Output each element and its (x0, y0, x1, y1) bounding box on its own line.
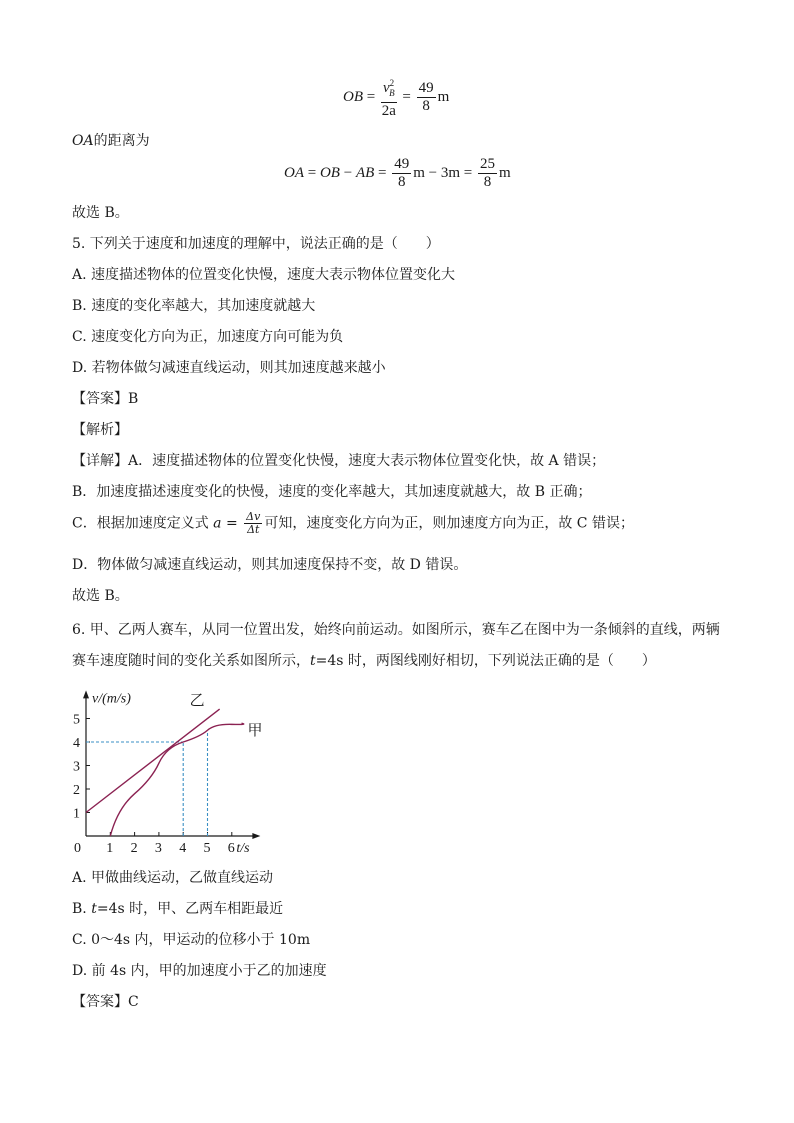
q5-option-b: B. 速度的变化率越大，其加速度就越大 (72, 298, 316, 314)
equation-ob: OB = $\frac{v^2_B}{2a}$ = $\frac{49}{8}$ m (343, 75, 449, 120)
y-axis-label: v/(m/s) (92, 691, 131, 707)
detail-c-post: 可知，速度变化方向为正，则加速度方向为正，故 C 错误； (264, 515, 634, 532)
y-axis-arrow (83, 690, 89, 698)
x-tick-label: 2 (130, 841, 138, 856)
answer-tag: 【答案】 (72, 391, 128, 407)
detail-c-pre: C．根据加速度定义式 (72, 515, 209, 532)
eq-den2: 8 (422, 98, 430, 114)
option-b-prefix: B. (72, 901, 92, 917)
series-label-甲: 甲 (247, 723, 263, 740)
equation-oa: OA = OB − AB = $\frac{49}{8}$ m − 3m = $\frac{25}{8}$ m (284, 156, 511, 190)
q5-detail-c: C．根据加速度定义式 a = $\frac{\Delta v}{\Delta t}$ 可知，速度变化方向为正，则加速度方向为正，故 C 错误； (72, 510, 634, 536)
answer-value: B (128, 391, 139, 407)
q5-answer (72, 389, 138, 409)
eq2-lhs: OA (284, 164, 304, 181)
fraction-49-8-b (392, 156, 411, 191)
stem2-pre: 赛车速度随时间的变化关系如图所示， (72, 653, 310, 669)
fraction-49-8 (417, 80, 436, 115)
fraction-25-8 (478, 156, 497, 191)
eq-lhs: OB (343, 88, 363, 105)
eq-den: 2a (381, 103, 396, 119)
option-b-t: t (91, 901, 97, 917)
eq2-unit: m (499, 164, 511, 181)
q6-stem-1: 6. 甲、乙两人赛车，从同一位置出发，始终向前运动。如图所示，赛车乙在图中为一条倾斜的直线，两辆 (72, 622, 720, 638)
answer-value: C (128, 994, 139, 1010)
q5-option-a: A. 速度描述物体的位置变化快慢，速度大表示物体位置变化大 (72, 267, 456, 283)
eq-unit: m (437, 88, 450, 105)
eq2-m1: m (413, 164, 425, 181)
fraction-dv-dt (244, 511, 262, 536)
series-label-乙: 乙 (189, 693, 205, 710)
vt-chart (72, 680, 302, 860)
eq2-minus: 3m (440, 164, 461, 181)
series-line-甲 (110, 723, 243, 836)
oa-label: OA (72, 133, 94, 149)
fraction-vb2-2a (381, 75, 397, 120)
q5-choose: 故选 B。 (72, 588, 129, 604)
x-axis-arrow (252, 833, 260, 839)
q6-option-c: C. 0～4s 内，甲运动的位移小于 10m (72, 932, 311, 948)
q5-stem: 5. 下列关于速度和加速度的理解中，说法正确的是（ ） (72, 236, 440, 252)
x-tick-label: 1 (106, 841, 114, 856)
detail-c-num: Δv (246, 510, 261, 523)
q6-answer (72, 992, 139, 1012)
x-tick-label: 6 (227, 841, 235, 856)
q6-option-b (72, 899, 283, 919)
eq2-d1: 8 (397, 174, 406, 190)
y-tick-label: 2 (73, 783, 80, 798)
x-tick-label: 5 (203, 841, 211, 856)
x-tick-label: 4 (179, 841, 187, 856)
detail-c-den: Δt (247, 523, 260, 536)
detail-tag: 【详解】 (72, 453, 128, 469)
q5-analysis-tag: 【解析】 (72, 422, 128, 438)
q6-stem-2 (72, 651, 656, 671)
x-tick-label: 0 (74, 841, 81, 856)
eq2-n2: 25 (480, 156, 496, 172)
y-tick-label: 4 (73, 736, 80, 751)
q5-detail-a (72, 451, 605, 471)
q5-detail-b: B．加速度描述速度变化的快慢，速度的变化率越大，其加速度就越大，故 B 正确； (72, 484, 592, 500)
eq-sup: 2 (389, 78, 395, 88)
eq2-ob: OB (319, 164, 340, 181)
eq2-d2: 8 (483, 174, 492, 190)
x-tick-label: 3 (154, 841, 162, 856)
answer-tag: 【答案】 (72, 994, 128, 1010)
stem2-post: =4s 时，两图线刚好相切，下列说法正确的是（ ） (315, 653, 656, 669)
eq2-n1: 49 (394, 156, 410, 172)
option-b-rest: =4s 时，甲、乙两车相距最近 (96, 901, 284, 917)
y-tick-label: 1 (73, 806, 80, 822)
y-tick-label: 3 (73, 759, 80, 775)
q5-option-c: C. 速度变化方向为正，加速度方向可能为负 (72, 329, 344, 345)
oa-distance-line (72, 131, 150, 151)
y-tick-label: 5 (73, 712, 80, 728)
detail-a-text: A．速度描述物体的位置变化快慢，速度大表示物体位置变化快，故 A 错误； (128, 453, 606, 469)
stem2-t: t (310, 653, 316, 669)
eq2-ab: AB (355, 164, 375, 181)
x-axis-label: t/s (236, 841, 250, 856)
eq-sub: B (389, 88, 395, 98)
detail-c-a: a (213, 515, 222, 532)
series-line-乙 (86, 709, 220, 812)
q5-option-d: D. 若物体做匀减速直线运动，则其加速度越来越小 (72, 360, 386, 376)
q6-option-a: A. 甲做曲线运动，乙做直线运动 (72, 870, 274, 886)
choose-b-1: 故选 B。 (72, 205, 129, 221)
eq-num: 49 (418, 80, 434, 96)
q5-detail-d: D．物体做匀减速直线运动，则其加速度保持不变，故 D 错误。 (72, 557, 468, 573)
eq-v: v (382, 80, 390, 96)
oa-text: 的距离为 (93, 133, 150, 149)
q6-option-d: D. 前 4s 内，甲的加速度小于乙的加速度 (72, 963, 327, 979)
